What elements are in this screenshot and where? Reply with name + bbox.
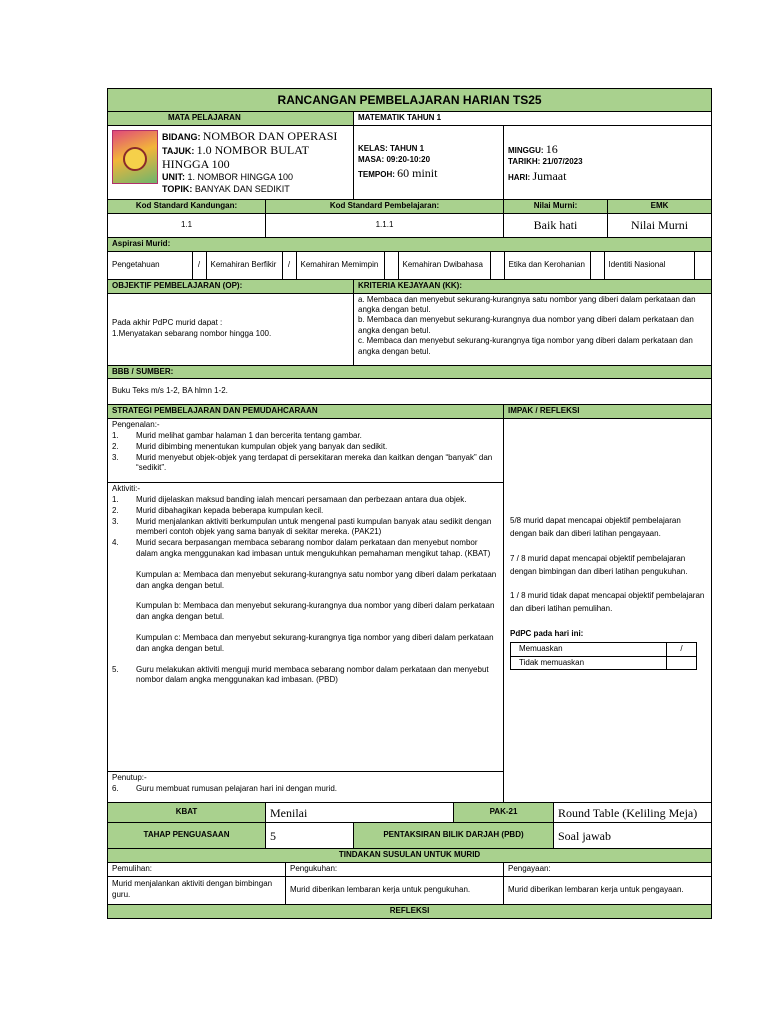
- aktiviti-item: 2. Murid dibahagikan kepada beberapa kumpulan kecil.: [112, 505, 324, 515]
- emk-label: EMK: [608, 200, 712, 214]
- textbook-cover-image: [112, 128, 162, 195]
- memuaskan-label: Memuaskan: [511, 642, 667, 656]
- objektif-label: OBJEKTIF PEMBELAJARAN (OP):: [108, 279, 354, 293]
- tempoh-value: 60 minit: [397, 166, 438, 181]
- aspirasi-kemahiran-berfikir-mark: /: [282, 252, 296, 279]
- class-info-cell: [354, 126, 504, 200]
- nilai-murni-value: Baik hati: [504, 213, 608, 237]
- aktiviti-item: 3. Murid menjalankan aktiviti berkumpulan untuk mengenal pasti kumpulan banyak atau sedikit dengan memberi contoh objek yang sama banyak di sekitar mereka. (PAK21): [112, 516, 492, 537]
- mata-pelajaran-label: MATA PELAJARAN: [108, 112, 354, 126]
- topik-value: BANYAK DAN SEDIKIT: [194, 183, 290, 194]
- pengenalan-item: 2. Murid dibimbing menentukan kumpulan objek yang banyak dan sedikit.: [112, 441, 388, 451]
- kriteria-a: a. Membaca dan menyebut sekurang-kurangnya satu nombor yang diberi dalam perkataan dan angka dengan betul.: [358, 294, 696, 314]
- tidak-memuaskan-label: Tidak memuaskan: [511, 656, 667, 670]
- minggu-label: MINGGU:: [508, 146, 544, 156]
- aktiviti-section: [108, 483, 503, 772]
- kriteria-c: c. Membaca dan menyebut sekurang-kurangnya tiga nombor yang diberi dalam perkataan dan angka dengan betul.: [358, 336, 693, 356]
- bbm-label: BBB / SUMBER:: [108, 365, 712, 379]
- aspirasi-kemahiran-memimpin: Kemahiran Memimpin: [296, 252, 384, 279]
- emk-value: Nilai Murni: [608, 213, 712, 237]
- aspirasi-kemahiran-memimpin-mark: [384, 252, 398, 279]
- aktiviti-label: Aktiviti:-: [112, 484, 140, 494]
- aspirasi-identiti-nasional: Identiti Nasional: [604, 252, 694, 279]
- tahap-penguasaan-label: TAHAP PENGUASAAN: [108, 823, 266, 849]
- penutup-item: 6. Guru membuat rumusan pelajaran hari ini dengan murid.: [112, 783, 337, 793]
- kbat-label: KBAT: [108, 803, 266, 823]
- aktiviti-item: 5. Guru melakukan aktiviti menguji murid membaca sebarang nombor dalam perkataan dan menyebut nombor dalam angka menggunakan kad imbasan. (PBD): [112, 664, 489, 685]
- kriteria-cell: [354, 293, 712, 365]
- unit-label: UNIT:: [162, 171, 185, 182]
- aspirasi-pengetahuan-mark: /: [192, 252, 206, 279]
- memuaskan-mark: /: [667, 642, 697, 656]
- lesson-plan-document: [107, 88, 711, 919]
- kod-sp-value: 1.1.1: [266, 213, 504, 237]
- pdpc-label: PdPC pada hari ini:: [510, 628, 584, 638]
- aspirasi-row: [108, 251, 712, 279]
- hari-label: HARI:: [508, 173, 531, 183]
- penutup-label: Penutup:-: [112, 773, 147, 783]
- aspirasi-identiti-nasional-mark: [694, 252, 712, 279]
- tahap-penguasaan-value: 5: [266, 823, 354, 849]
- pengenalan-label: Pengenalan:-: [112, 420, 160, 430]
- aspirasi-etika-kerohanian-mark: [590, 252, 604, 279]
- aktiviti-item: 1. Murid dijelaskan maksud banding ialah mencari persamaan dan perbezaan antara dua objek.: [112, 494, 467, 504]
- objektif-line1: Pada akhir PdPC murid dapat :: [112, 318, 223, 328]
- pak21-value: Round Table (Keliling Meja): [554, 803, 712, 823]
- pemulihan-label: Pemulihan:: [108, 862, 286, 876]
- strategi-cell: [108, 419, 504, 803]
- pak21-label: PAK-21: [454, 803, 554, 823]
- unit-value: 1. NOMBOR HINGGA 100: [187, 171, 294, 182]
- objektif-cell: [108, 293, 354, 365]
- kbat-value: Menilai: [266, 803, 454, 823]
- kriteria-b: b. Membaca dan menyebut sekurang-kurangnya dua nombor yang diberi dalam perkataan dan angka dengan betul.: [358, 315, 694, 335]
- kelas-text: KELAS: TAHUN 1: [358, 143, 425, 153]
- pbd-value: Soal jawab: [554, 823, 712, 849]
- topik-label: TOPIK:: [162, 183, 193, 194]
- tempoh-label: TEMPOH:: [358, 170, 395, 180]
- impak-line2: 7 / 8 murid dapat mencapai objektif pembelajaran dengan bimbingan dan diberi latihan pengukuhan.: [510, 553, 688, 576]
- tidak-memuaskan-mark: [667, 656, 697, 670]
- pengenalan-item: 3. Murid menyebut objek-objek yang terdapat di persekitaran mereka dan kaitkan dengan “banyak” dan “sedikit”.: [112, 452, 493, 473]
- aspirasi-kemahiran-dwibahasa: Kemahiran Dwibahasa: [398, 252, 490, 279]
- bbm-value: Buku Teks m/s 1-2, BA hlmn 1-2.: [108, 379, 712, 405]
- page-title: RANCANGAN PEMBELAJARAN HARIAN TS25: [108, 89, 712, 112]
- impak-line1: 5/8 murid dapat mencapai objektif pembelajaran dengan baik dan diberi latihan pengayaan.: [510, 516, 681, 538]
- strategi-label: STRATEGI PEMBELAJARAN DAN PEMUDAHCARAAN: [108, 405, 504, 419]
- bidang-label: BIDANG:: [162, 132, 201, 143]
- aspirasi-pengetahuan: Pengetahuan: [108, 252, 192, 279]
- aspirasi-kemahiran-berfikir: Kemahiran Berfikir: [206, 252, 282, 279]
- tajuk-value: 1.0 NOMBOR BULAT HINGGA 100: [162, 143, 309, 171]
- lesson-plan-table: [107, 88, 712, 919]
- nilai-murni-label: Nilai Murni:: [504, 200, 608, 214]
- kumpulan-a: Kumpulan a: Membaca dan menyebut sekurang-kurangnya satu nombor yang diberi dalam perkataan dan angka dengan betul.: [136, 569, 497, 590]
- pengenalan-section: [108, 419, 503, 483]
- refleksi-label: REFLEKSI: [108, 904, 712, 918]
- hari-value: Jumaat: [532, 169, 567, 184]
- aspirasi-etika-kerohanian: Etika dan Kerohanian: [504, 252, 590, 279]
- subject-info-cell: [108, 126, 354, 200]
- pengukuhan-label: Pengukuhan:: [286, 862, 504, 876]
- kumpulan-c: Kumpulan c: Membaca dan menyebut sekurang-kurangnya tiga nombor yang diberi dalam perkataan dan angka dengan betul.: [136, 632, 494, 653]
- mata-pelajaran-value: MATEMATIK TAHUN 1: [354, 112, 712, 126]
- masa-text: MASA: 09:20-10:20: [358, 154, 431, 164]
- kumpulan-b: Kumpulan b: Membaca dan menyebut sekurang-kurangnya dua nombor yang diberi dalam perkataan dan angka dengan betul.: [136, 601, 495, 622]
- pbd-label: PENTAKSIRAN BILIK DARJAH (PBD): [354, 823, 554, 849]
- bidang-value: NOMBOR DAN OPERASI: [202, 129, 338, 144]
- kriteria-label: KRITERIA KEJAYAAN (KK):: [354, 279, 712, 293]
- tindakan-susulan-label: TINDAKAN SUSULAN UNTUK MURID: [108, 849, 712, 863]
- pengenalan-item: 1. Murid melihat gambar halaman 1 dan bercerita tentang gambar.: [112, 430, 362, 440]
- pengukuhan-value: Murid diberikan lembaran kerja untuk pengukuhan.: [286, 876, 504, 904]
- pengayaan-value: Murid diberikan lembaran kerja untuk pengayaan.: [504, 876, 712, 904]
- aspirasi-label: Aspirasi Murid:: [108, 237, 712, 251]
- kod-sk-value: 1.1: [108, 213, 266, 237]
- tajuk-label: TAJUK:: [162, 146, 195, 157]
- aspirasi-kemahiran-dwibahasa-mark: [490, 252, 504, 279]
- pengayaan-label: Pengayaan:: [504, 862, 712, 876]
- kod-sk-label: Kod Standard Kandungan:: [108, 200, 266, 214]
- aktiviti-item: 4. Murid secara berpasangan membaca sebarang nombor dalam perkataan dan menyebut nombor dalam angka menggunakan kad imbasan untuk mengukuhkan pemahaman mengikut tahap. (KBAT): [112, 538, 491, 558]
- impak-label: IMPAK / REFLEKSI: [504, 405, 712, 419]
- impak-cell: [504, 419, 712, 803]
- impak-line3: 1 / 8 murid tidak dapat mencapai objektif pembelajaran dan diberi latihan pemulihan.: [510, 591, 705, 614]
- date-info-cell: [504, 126, 712, 200]
- minggu-value: 16: [545, 142, 558, 157]
- pemulihan-value: Murid menjalankan aktiviti dengan bimbingan guru.: [108, 876, 286, 904]
- penutup-section: [108, 772, 503, 802]
- objektif-line2: 1.Menyatakan sebarang nombor hingga 100.: [112, 329, 272, 339]
- kod-sp-label: Kod Standard Pembelajaran:: [266, 200, 504, 214]
- tarikh-text: TARIKH: 21/07/2023: [508, 157, 583, 167]
